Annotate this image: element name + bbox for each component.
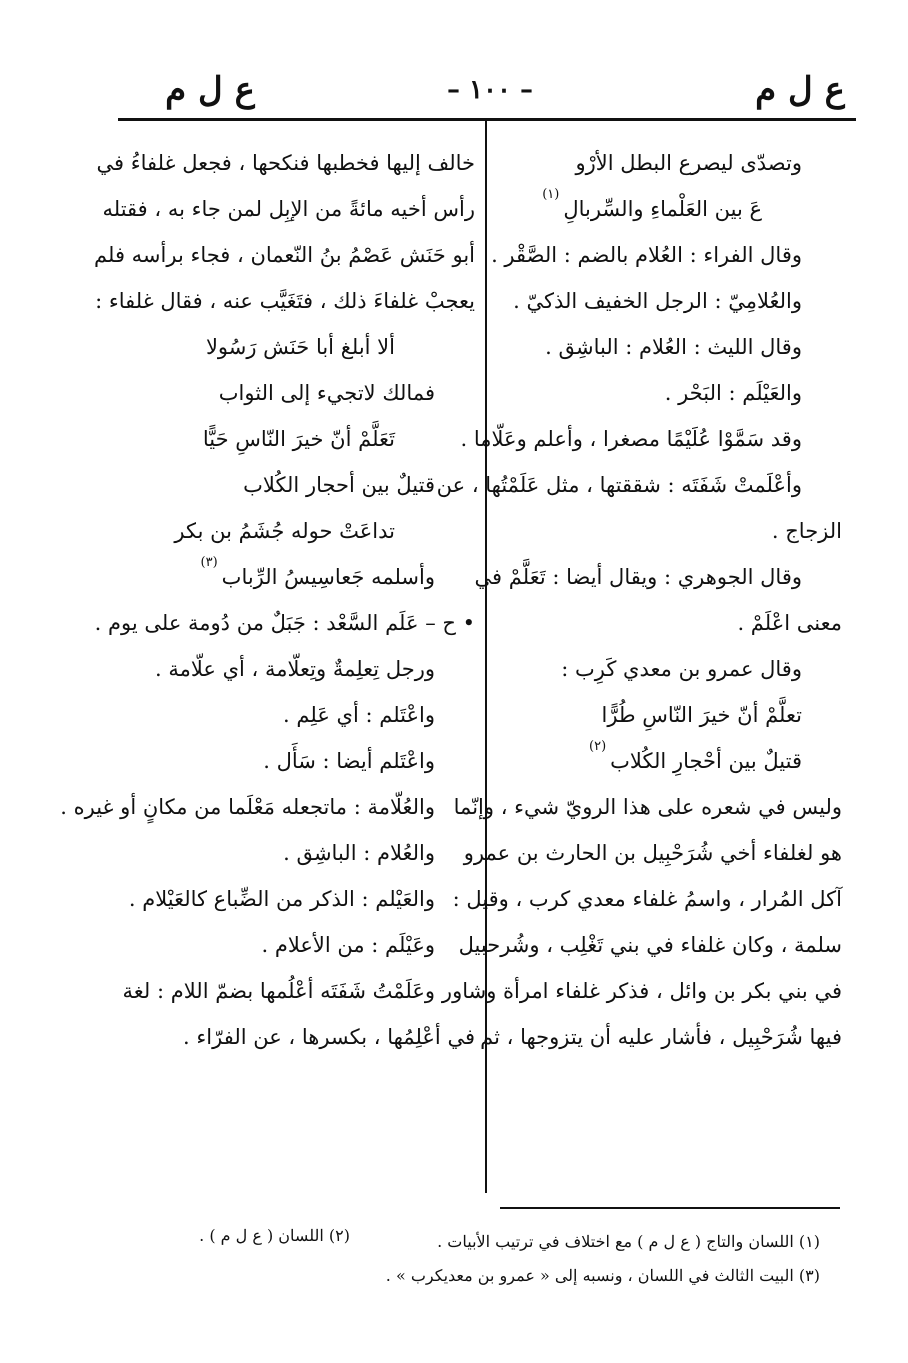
verse-line: قتيلٌ بين أحجار الكُلاب xyxy=(243,473,435,497)
text-line: والعَيْلَم : البَحْر . xyxy=(664,381,802,405)
text-line: رأس أخيه مائةً من الإبِل لمن جاء به ، فقتله xyxy=(102,197,475,221)
text-line: وعَلَمْتُ شَفَتَه أعْلُمها بضمّ اللام : لغة xyxy=(122,979,435,1003)
footnote-mark: (١) xyxy=(542,187,560,202)
text-line: وقال الليث : العُلام : الباشِق . xyxy=(545,335,802,359)
text-line: وليس في شعره على هذا الرويّ شيء ، وإنّما xyxy=(453,795,842,819)
text-line: وقال عمرو بن معدي كَرِب : xyxy=(561,657,802,681)
text-line: سلمة ، وكان غلفاء في بني تَغْلِب ، وشُرحبيل xyxy=(458,933,842,957)
footnote-rule xyxy=(500,1207,840,1209)
running-head-right: ع ل م xyxy=(755,70,845,110)
footnote: (١) اللسان والتاج ( ع ل م ) مع اختلاف في ترتيب الأبيات . xyxy=(437,1232,820,1251)
text-line: واعْتَلم أيضا : سَأَل . xyxy=(263,749,435,773)
text-line: فيها شُرَحْبِيل ، فأشار عليه أن يتزوجها ، ثم xyxy=(480,1025,842,1049)
text-line: وقال الجوهري : ويقال أيضا : تَعَلَّمْ في xyxy=(474,565,802,589)
verse-line: فمالك لاتجيء إلى الثواب xyxy=(218,381,435,405)
text-line: الزجاج . xyxy=(771,519,842,543)
text-line: خالف إليها فخطبها فنكحها ، فجعل غلفاءُ في xyxy=(96,151,475,175)
text-line: وقال الفراء : العُلام بالضم : الصَّقْر . xyxy=(491,243,802,267)
text-line: والعُلامِيّ : الرجل الخفيف الذكيّ . xyxy=(513,289,802,313)
footnote-mark: (٢) xyxy=(589,739,607,754)
verse-line: عَ بين العَلْماءِ والسِّربالِ$^{(١)}$ xyxy=(542,187,762,221)
verse-line: وتصدّى ليصرع البطل الأرْو xyxy=(575,151,802,175)
text-line: هو لغلفاء أخي شُرَحْبِيل بن الحارث بن عمرو xyxy=(463,841,842,865)
text-line: آكل المُرار ، واسمُ غلفاء معدي كرب ، وقيل : xyxy=(452,887,842,911)
footnote: (٢) اللسان ( ع ل م ) . xyxy=(199,1226,350,1245)
text-line: في بني بكر بن وائل ، فذكر غلفاء امرأة وشاور xyxy=(441,979,842,1003)
text-line: والعُلّامة : ماتجعله مَعْلَما من مكانٍ أو غيره . xyxy=(60,795,435,819)
text-line: وعَيْلَم : من الأعلام . xyxy=(261,933,435,957)
text-line: يعجبْ غلفاءَ ذلك ، فتَغَيَّب عنه ، فقال غلفاء : xyxy=(95,289,475,313)
left-column xyxy=(60,140,475,1060)
text-line: معنى اعْلَمْ . xyxy=(737,611,842,635)
text-line: أبو حَنَش عَصْمُ بنُ النّعمان ، فجاء برأسه فلم xyxy=(94,243,475,267)
text-line: ورجل تِعلِمةٌ وتِعلّامة ، أي علّامة . xyxy=(155,657,435,681)
header-rule xyxy=(118,118,856,121)
text-line: والعُلام : الباشِق . xyxy=(283,841,435,865)
verse-line: تَعَلَّمْ أنّ خيرَ النّاسِ حَيًّا xyxy=(202,427,395,451)
footnote-mark: (٣) xyxy=(200,555,218,570)
verse-line: تداعَتْ حوله جُشَمُ بن بكر xyxy=(174,519,395,543)
text-line: وأعْلَمتْ شَفَتَه : شققتها ، مثل عَلَمْتُها ، عن xyxy=(436,473,802,497)
right-column xyxy=(436,140,842,1060)
text-line: والعَيْلم : الذكر من الضِّباع كالعَيْلام . xyxy=(128,887,435,911)
text-line: واعْتَلم : أي عَلِم . xyxy=(283,703,435,727)
verse-line: وأسلمه جَعاسِيسُ الرِّباب$^{(٣)}$ xyxy=(200,555,435,589)
text-line: في أعْلِمُها ، بكسرها ، عن الفرّاء . xyxy=(183,1025,475,1049)
verse-line: تعلَّمْ أنّ خيرَ النّاسِ طُرًّا xyxy=(601,703,802,727)
verse-line: قتيلٌ بين أحْجارِ الكُلاب$^{(٢)}$ xyxy=(589,739,802,773)
running-head-left: ع ل م xyxy=(165,70,255,110)
footnote: (٣) البيت الثالث في اللسان ، ونسبه إلى « عمرو بن معديكرب » . xyxy=(385,1266,820,1285)
text-line: • ح – عَلَم السَّعْد : جَبَلٌ من دُومة على يوم . xyxy=(94,611,475,635)
text-line: وقد سَمَّوْا عُلَيْمًا مصغرا ، وأعلم وعَلّاما . xyxy=(460,427,802,451)
verse-line: ألا أبلغ أبا حَنَش رَسُولا xyxy=(205,335,395,359)
page-number: – ١٠٠ – xyxy=(446,75,534,105)
